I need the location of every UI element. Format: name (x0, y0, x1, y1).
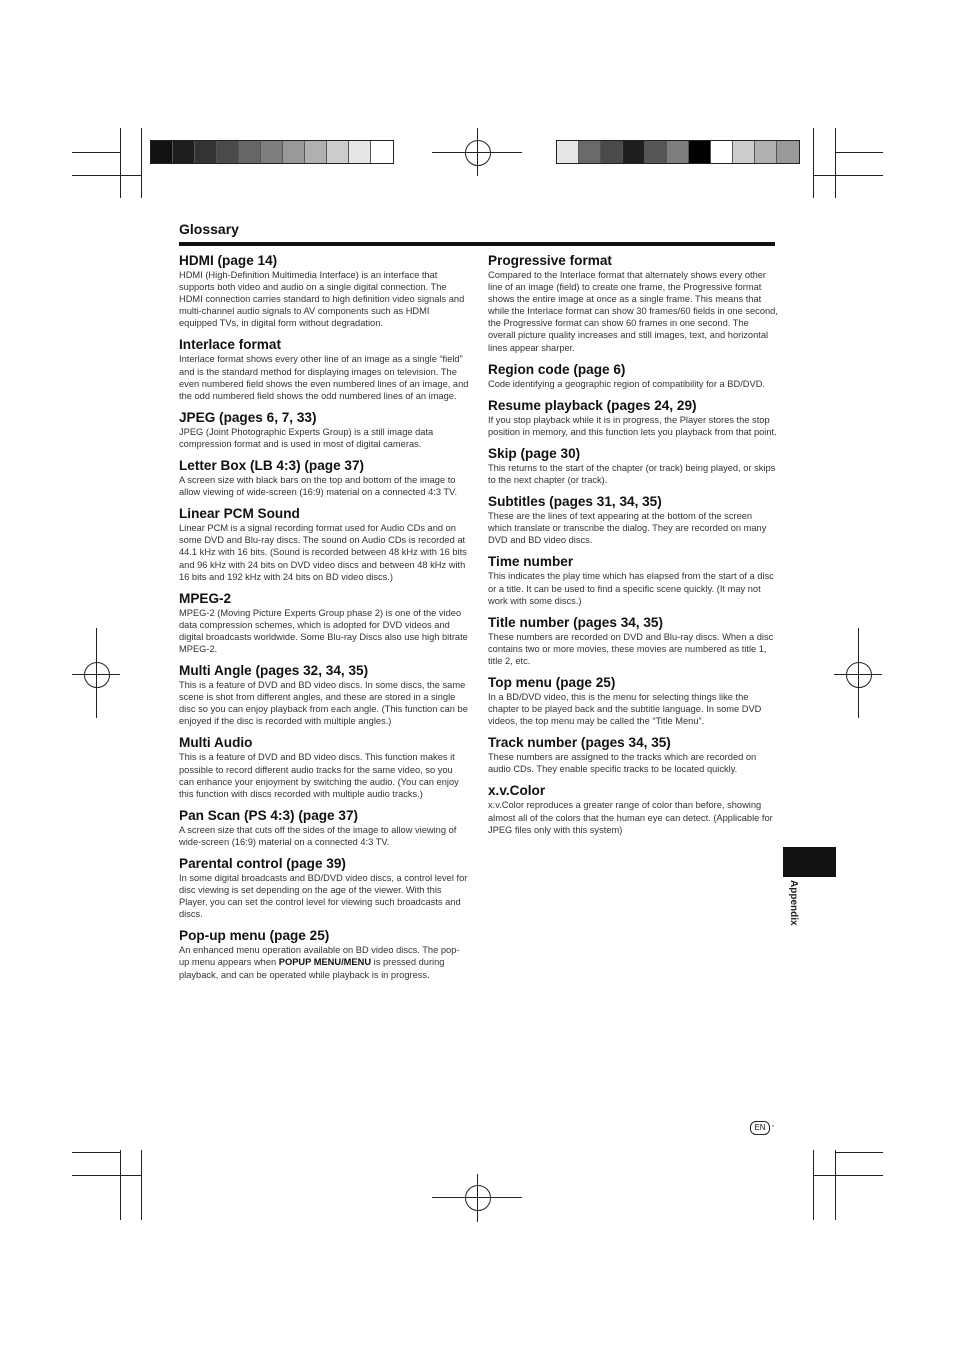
glossary-term: Interlace format (179, 337, 281, 353)
crop-mark (120, 1150, 121, 1220)
crop-mark (813, 1150, 814, 1220)
glossary-definition: Interlace format shows every other line of an image as a single “field” and is the standard method for displaying images on television. The even numbered field shows the even numbered lines of an image, and the odd numbered field shows the odd numbered lines of an image. (179, 354, 469, 401)
registration-circle (465, 140, 491, 166)
glossary-term: Skip (page 30) (488, 445, 581, 461)
glossary-entry (488, 554, 778, 606)
color-swatch (349, 141, 371, 163)
glossary-term: Resume playback (pages 24, 29) (488, 397, 697, 413)
glossary-term: Top menu (page 25) (488, 674, 616, 690)
glossary-term: Pop-up menu (page 25) (179, 928, 330, 944)
color-swatch (371, 141, 393, 163)
crop-mark (141, 1150, 142, 1220)
crop-mark (72, 1152, 120, 1153)
glossary-term: Multi Angle (pages 32, 34, 35) (179, 663, 369, 679)
glossary-entry (179, 253, 469, 329)
glossary-definition: A screen size that cuts off the sides of the image to allow viewing of wide-screen (16:9) material on a connected 4:3 TV. (179, 824, 457, 847)
section-title: Glossary (179, 221, 239, 237)
glossary-entry (488, 675, 778, 727)
glossary-term: MPEG-2 (179, 590, 232, 606)
glossary-definition: In a BD/DVD video, this is the menu for selecting things like the chapter to be played back and the subtitle language. In some DVD videos, the top menu may be called the “Title Menu”. (488, 691, 762, 727)
crop-mark (813, 1175, 883, 1176)
glossary-entry (179, 808, 469, 848)
crop-mark (835, 128, 836, 198)
glossary-definition (179, 944, 469, 980)
glossary-term: HDMI (page 14) (179, 253, 278, 268)
glossary-entry (179, 663, 469, 727)
crop-mark (835, 1150, 836, 1220)
glossary-definition: If you stop playback while it is in progress, the Player stores the stop position in memory, and this function lets you playback from that point. (488, 414, 777, 437)
color-swatch (667, 141, 689, 163)
glossary-definition: Code identifying a geographic region of compatibility for a BD/DVD. (488, 378, 765, 389)
crop-mark (120, 128, 121, 198)
color-bar-left (150, 140, 394, 164)
color-swatch (283, 141, 305, 163)
definition-text: An enhanced menu operation available on BD video discs. The pop-up menu appears when (179, 945, 460, 968)
color-swatch (579, 141, 601, 163)
color-swatch (327, 141, 349, 163)
color-swatch (305, 141, 327, 163)
glossary-definition: MPEG-2 (Moving Picture Experts Group phase 2) is one of the video data compression schemes, which is adopted for DVD videos and digital broadcasts worldwide. Some Blu-ray Discs also use high bitrate MPEG-2. (179, 607, 468, 654)
glossary-definition: HDMI (High-Definition Multimedia Interface) is an interface that supports both video and audio on a single digital connection. The HDMI connection carries standard to high definition video signals and multi-channel audio signals to AV components such as HDMI equipped TVs, in digital form without degradation. (179, 270, 465, 329)
color-swatch (173, 141, 195, 163)
glossary-definition: This returns to the start of the chapter (or track) being played, or skips to the next chapter (or track). (488, 462, 776, 486)
glossary-definition: These numbers are assigned to the tracks which are recorded on audio CDs. They enable specific tracks to be located quickly. (488, 752, 757, 775)
color-swatch (261, 141, 283, 163)
button-name: POPUP MENU/MENU (278, 957, 372, 968)
glossary-term: Parental control (page 39) (179, 856, 346, 871)
glossary-definition: This is a feature of DVD and BD video discs. This function makes it possible to record different audio tracks for the same video, so you can enhance your enjoyment by switching the audio. (You can enjoy this function with discs recorded with multiple audio tracks.) (179, 752, 459, 799)
glossary-entry (488, 398, 778, 438)
glossary-term: Subtitles (pages 31, 34, 35) (488, 494, 662, 510)
glossary-entry (488, 494, 778, 546)
glossary-term: Multi Audio (179, 735, 253, 751)
crop-mark (835, 1152, 883, 1153)
glossary-entry (488, 735, 778, 775)
glossary-definition: x.v.Color reproduces a greater range of color than before, showing almost all of the colors that the human eye can detect. (Applicable for JPEG files only with this system) (488, 800, 773, 835)
glossary-definition: This indicates the play time which has elapsed from the start of a disc or a title. It can be used to find a specific scene quickly. (It may not work with some discs.) (488, 571, 774, 606)
glossary-entry (179, 506, 469, 582)
color-bar-right (556, 140, 800, 164)
definition-text: is pressed during playback, and can be operated while playback is in progress. (179, 957, 445, 980)
glossary-definition: In some digital broadcasts and BD/DVD video discs, a control level for disc viewing is set depending on the age of the viewer. With this Player, you can set the control level for viewing such broadcasts and discs. (179, 873, 468, 920)
glossary-definition: JPEG (Joint Photographic Experts Group) is a still image data compression format and is used in most of digital cameras. (179, 426, 434, 449)
glossary-entry (488, 446, 778, 486)
color-swatch (733, 141, 755, 163)
appendix-side-label: Appendix (788, 880, 799, 926)
glossary-term: Letter Box (LB 4:3) (page 37) (179, 458, 365, 474)
color-swatch (777, 141, 799, 163)
color-swatch (689, 141, 711, 163)
glossary-definition: A screen size with black bars on the top and bottom of the image to allow viewing of wide-screen (16:9) material on a connected 4:3 TV. (179, 475, 458, 498)
registration-circle (846, 662, 872, 688)
glossary-entry (488, 615, 778, 667)
crop-mark (72, 152, 120, 153)
glossary-definition: This is a feature of DVD and BD video discs. In some discs, the same scene is shot from different angles, and these are stored in a single disc so you can enjoy playback from each angle. (This function can be enjoyed if the disc is recorded with multiple angles.) (179, 680, 468, 727)
title-rule (179, 242, 775, 246)
glossary-entry (179, 591, 469, 655)
registration-circle (465, 1185, 491, 1211)
crop-mark (813, 128, 814, 198)
crop-mark (813, 175, 883, 176)
glossary-entry (179, 735, 469, 799)
color-swatch (151, 141, 173, 163)
color-swatch (239, 141, 261, 163)
crop-mark (835, 152, 883, 153)
glossary-entry (488, 362, 778, 390)
color-swatch (217, 141, 239, 163)
glossary-term: Track number (pages 34, 35) (488, 735, 671, 751)
color-swatch (755, 141, 777, 163)
crop-mark (141, 128, 142, 198)
glossary-entry (179, 337, 469, 401)
glossary-term: Linear PCM Sound (179, 506, 300, 522)
registration-circle (84, 662, 110, 688)
glossary-term: JPEG (pages 6, 7, 33) (179, 409, 317, 425)
glossary-entry (179, 928, 469, 980)
glossary-term: Progressive format (488, 253, 612, 268)
glossary-term: Region code (page 6) (488, 361, 626, 377)
glossary-term: Pan Scan (PS 4:3) (page 37) (179, 807, 359, 823)
glossary-definition: These numbers are recorded on DVD and Blu-ray discs. When a disc contains two or more movies, these movies are numbered as title 1, title 2, etc. (488, 631, 774, 666)
color-swatch (623, 141, 645, 163)
glossary-entry (179, 410, 469, 450)
glossary-entry (488, 253, 778, 354)
color-swatch (195, 141, 217, 163)
page-number-placeholder: · (771, 1118, 775, 1132)
crop-mark (72, 175, 142, 176)
glossary-entry (179, 856, 469, 920)
color-swatch (557, 141, 579, 163)
glossary-term: Title number (pages 34, 35) (488, 614, 664, 630)
color-swatch (645, 141, 667, 163)
crop-mark (72, 1175, 142, 1176)
appendix-tab-marker (783, 847, 836, 877)
color-swatch (711, 141, 733, 163)
glossary-column-left (179, 253, 469, 989)
color-swatch (601, 141, 623, 163)
glossary-term: x.v.Color (488, 783, 546, 799)
glossary-definition: These are the lines of text appearing at the bottom of the screen which translate or transcribe the dialog. They are recorded on many DVD and BD video discs. (488, 511, 767, 546)
glossary-entry (179, 458, 469, 498)
language-badge: EN (750, 1121, 770, 1135)
glossary-definition: Compared to the Interlace format that alternately shows every other line of an image (field) to create one frame, the Progressive format shows the entire image at once as a single frame. This means that while the Interlace format can show 30 frames/60 fields in one second, the Progressive format can show 60 frames in one second. The overall picture quality increases and still images, text, and horizontal lines appear sharper. (488, 270, 778, 353)
glossary-column-right (488, 253, 778, 844)
glossary-definition: Linear PCM is a signal recording format used for Audio CDs and on some DVD and Blu-ray discs. The sound on Audio CDs is recorded at 44.1 kHz with 16 bits. (Sound is recorded between 48 kHz with 16 bits and 96 kHz with 24 bits on DVD video discs and between 48 kHz with 16 bits and 192 kHz with 24 bits on BD video discs.) (179, 523, 467, 582)
glossary-entry (488, 783, 778, 835)
glossary-term: Time number (488, 554, 574, 570)
